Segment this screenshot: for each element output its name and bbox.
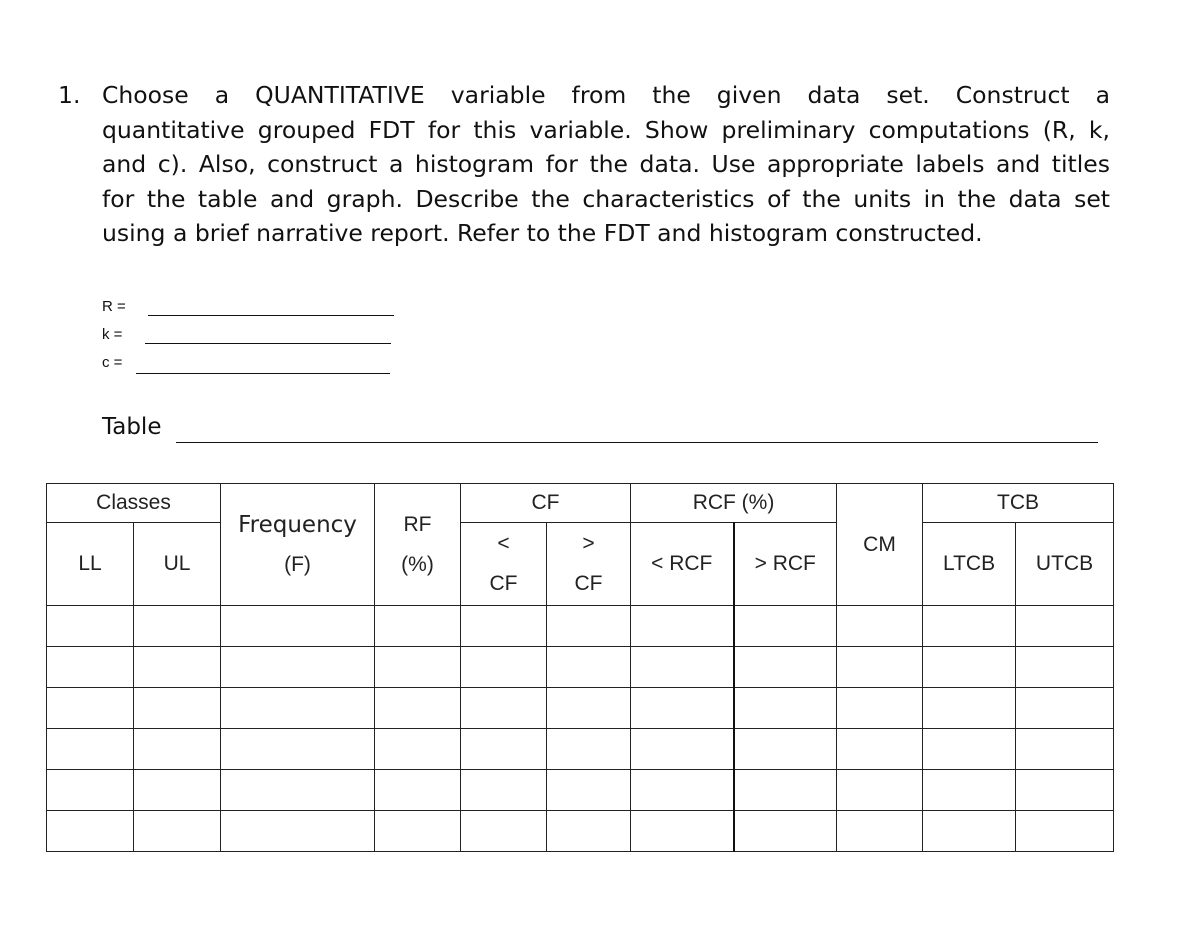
table-cell[interactable] [547, 811, 631, 852]
table-row [47, 811, 1114, 852]
table-cell[interactable] [1016, 606, 1114, 647]
table-cell[interactable] [134, 770, 221, 811]
header-ll: LL [47, 523, 134, 606]
table-cell[interactable] [734, 688, 837, 729]
table-row [47, 770, 1114, 811]
table-cell[interactable] [631, 729, 734, 770]
table-cell[interactable] [461, 811, 547, 852]
table-cell[interactable] [47, 688, 134, 729]
header-greater-rcf: > RCF [734, 523, 837, 606]
table-cell[interactable] [134, 647, 221, 688]
table-cell[interactable] [837, 647, 923, 688]
header-ltcb: LTCB [923, 523, 1016, 606]
k-answer-line[interactable] [145, 343, 391, 344]
header-frequency [221, 484, 375, 606]
table-cell[interactable] [547, 770, 631, 811]
table-cell[interactable] [631, 688, 734, 729]
header-less-cf [461, 523, 547, 606]
table-cell[interactable] [461, 606, 547, 647]
table-title-label: Table [102, 414, 162, 440]
table-cell[interactable] [734, 811, 837, 852]
table-cell[interactable] [221, 647, 375, 688]
table-cell[interactable] [837, 770, 923, 811]
table-cell[interactable] [547, 606, 631, 647]
header-cm: CM [837, 484, 923, 606]
table-cell[interactable] [631, 770, 734, 811]
fdt-table [46, 483, 1114, 852]
c-label: c = [102, 354, 123, 371]
range-computation [102, 298, 126, 315]
k-label: k = [102, 326, 123, 343]
table-cell[interactable] [734, 729, 837, 770]
table-cell[interactable] [134, 729, 221, 770]
table-cell[interactable] [837, 606, 923, 647]
table-cell[interactable] [47, 647, 134, 688]
less-cf-label: CF [489, 572, 518, 595]
table-cell[interactable] [547, 688, 631, 729]
table-cell[interactable] [221, 688, 375, 729]
classes-computation [102, 326, 122, 343]
table-cell[interactable] [923, 688, 1016, 729]
header-tcb: TCB [923, 484, 1114, 523]
table-cell[interactable] [221, 606, 375, 647]
table-title-answer-line[interactable] [176, 442, 1098, 443]
table-row [47, 729, 1114, 770]
table-cell[interactable] [134, 688, 221, 729]
table-cell[interactable] [461, 729, 547, 770]
table-cell[interactable] [375, 606, 461, 647]
table-cell[interactable] [1016, 688, 1114, 729]
table-cell[interactable] [734, 770, 837, 811]
table-cell[interactable] [837, 729, 923, 770]
greater-cf-label: CF [574, 572, 603, 595]
table-row [47, 647, 1114, 688]
table-cell[interactable] [631, 647, 734, 688]
table-cell[interactable] [47, 811, 134, 852]
table-row [47, 606, 1114, 647]
fdt-body [47, 606, 1114, 852]
rf-label: RF [403, 512, 432, 536]
header-utcb: UTCB [1016, 523, 1114, 606]
rf-sub-label: (%) [401, 552, 434, 576]
table-cell[interactable] [1016, 729, 1114, 770]
table-cell[interactable] [837, 688, 923, 729]
range-answer-line[interactable] [148, 315, 394, 316]
table-cell[interactable] [375, 647, 461, 688]
table-cell[interactable] [47, 729, 134, 770]
table-cell[interactable] [734, 647, 837, 688]
header-rcf: RCF (%) [631, 484, 837, 523]
question-line: for the table and graph. Describe the characteristics of the units in the data set [102, 184, 1110, 213]
table-cell[interactable] [134, 811, 221, 852]
table-cell[interactable] [221, 770, 375, 811]
table-cell[interactable] [923, 647, 1016, 688]
table-cell[interactable] [923, 729, 1016, 770]
width-computation [102, 354, 122, 371]
table-cell[interactable] [134, 606, 221, 647]
table-cell[interactable] [461, 647, 547, 688]
question-line: Choose a QUANTITATIVE variable from the given data set. Construct a [102, 81, 1110, 109]
table-cell[interactable] [221, 729, 375, 770]
table-cell[interactable] [375, 811, 461, 852]
frequency-label: Frequency [238, 511, 357, 538]
header-cf: CF [461, 484, 631, 523]
table-cell[interactable] [631, 811, 734, 852]
table-cell[interactable] [1016, 811, 1114, 852]
table-cell[interactable] [923, 811, 1016, 852]
table-cell[interactable] [47, 606, 134, 647]
header-greater-cf [547, 523, 631, 606]
question-line: quantitative grouped FDT for this variable. Show preliminary computations (R, k, [102, 115, 1110, 144]
table-cell[interactable] [375, 729, 461, 770]
table-cell[interactable] [221, 811, 375, 852]
greater-cf-symbol: > [582, 532, 595, 555]
table-cell[interactable] [375, 688, 461, 729]
header-ul: UL [134, 523, 221, 606]
table-cell[interactable] [547, 729, 631, 770]
question-line: using a brief narrative report. Refer to the FDT and histogram constructed. [102, 219, 983, 247]
table-cell[interactable] [923, 770, 1016, 811]
table-cell[interactable] [631, 606, 734, 647]
table-cell[interactable] [1016, 647, 1114, 688]
table-cell[interactable] [734, 606, 837, 647]
c-answer-line[interactable] [136, 373, 390, 374]
question-number: 1. [58, 81, 81, 109]
less-cf-symbol: < [497, 532, 510, 555]
question-line: and c). Also, construct a histogram for the data. Use appropriate labels and titles [102, 150, 1110, 178]
frequency-sub-label: (F) [284, 552, 311, 576]
table-cell[interactable] [461, 688, 547, 729]
table-cell[interactable] [47, 770, 134, 811]
table-cell[interactable] [461, 770, 547, 811]
header-rf [375, 484, 461, 606]
table-cell[interactable] [923, 606, 1016, 647]
header-less-rcf: < RCF [631, 523, 734, 606]
table-cell[interactable] [547, 647, 631, 688]
header-classes: Classes [47, 484, 221, 523]
question-1 [58, 78, 1110, 251]
table-cell[interactable] [375, 770, 461, 811]
table-cell[interactable] [837, 811, 923, 852]
table-row [47, 688, 1114, 729]
table-cell[interactable] [1016, 770, 1114, 811]
question-text [102, 78, 1110, 251]
range-label: R = [102, 298, 126, 315]
